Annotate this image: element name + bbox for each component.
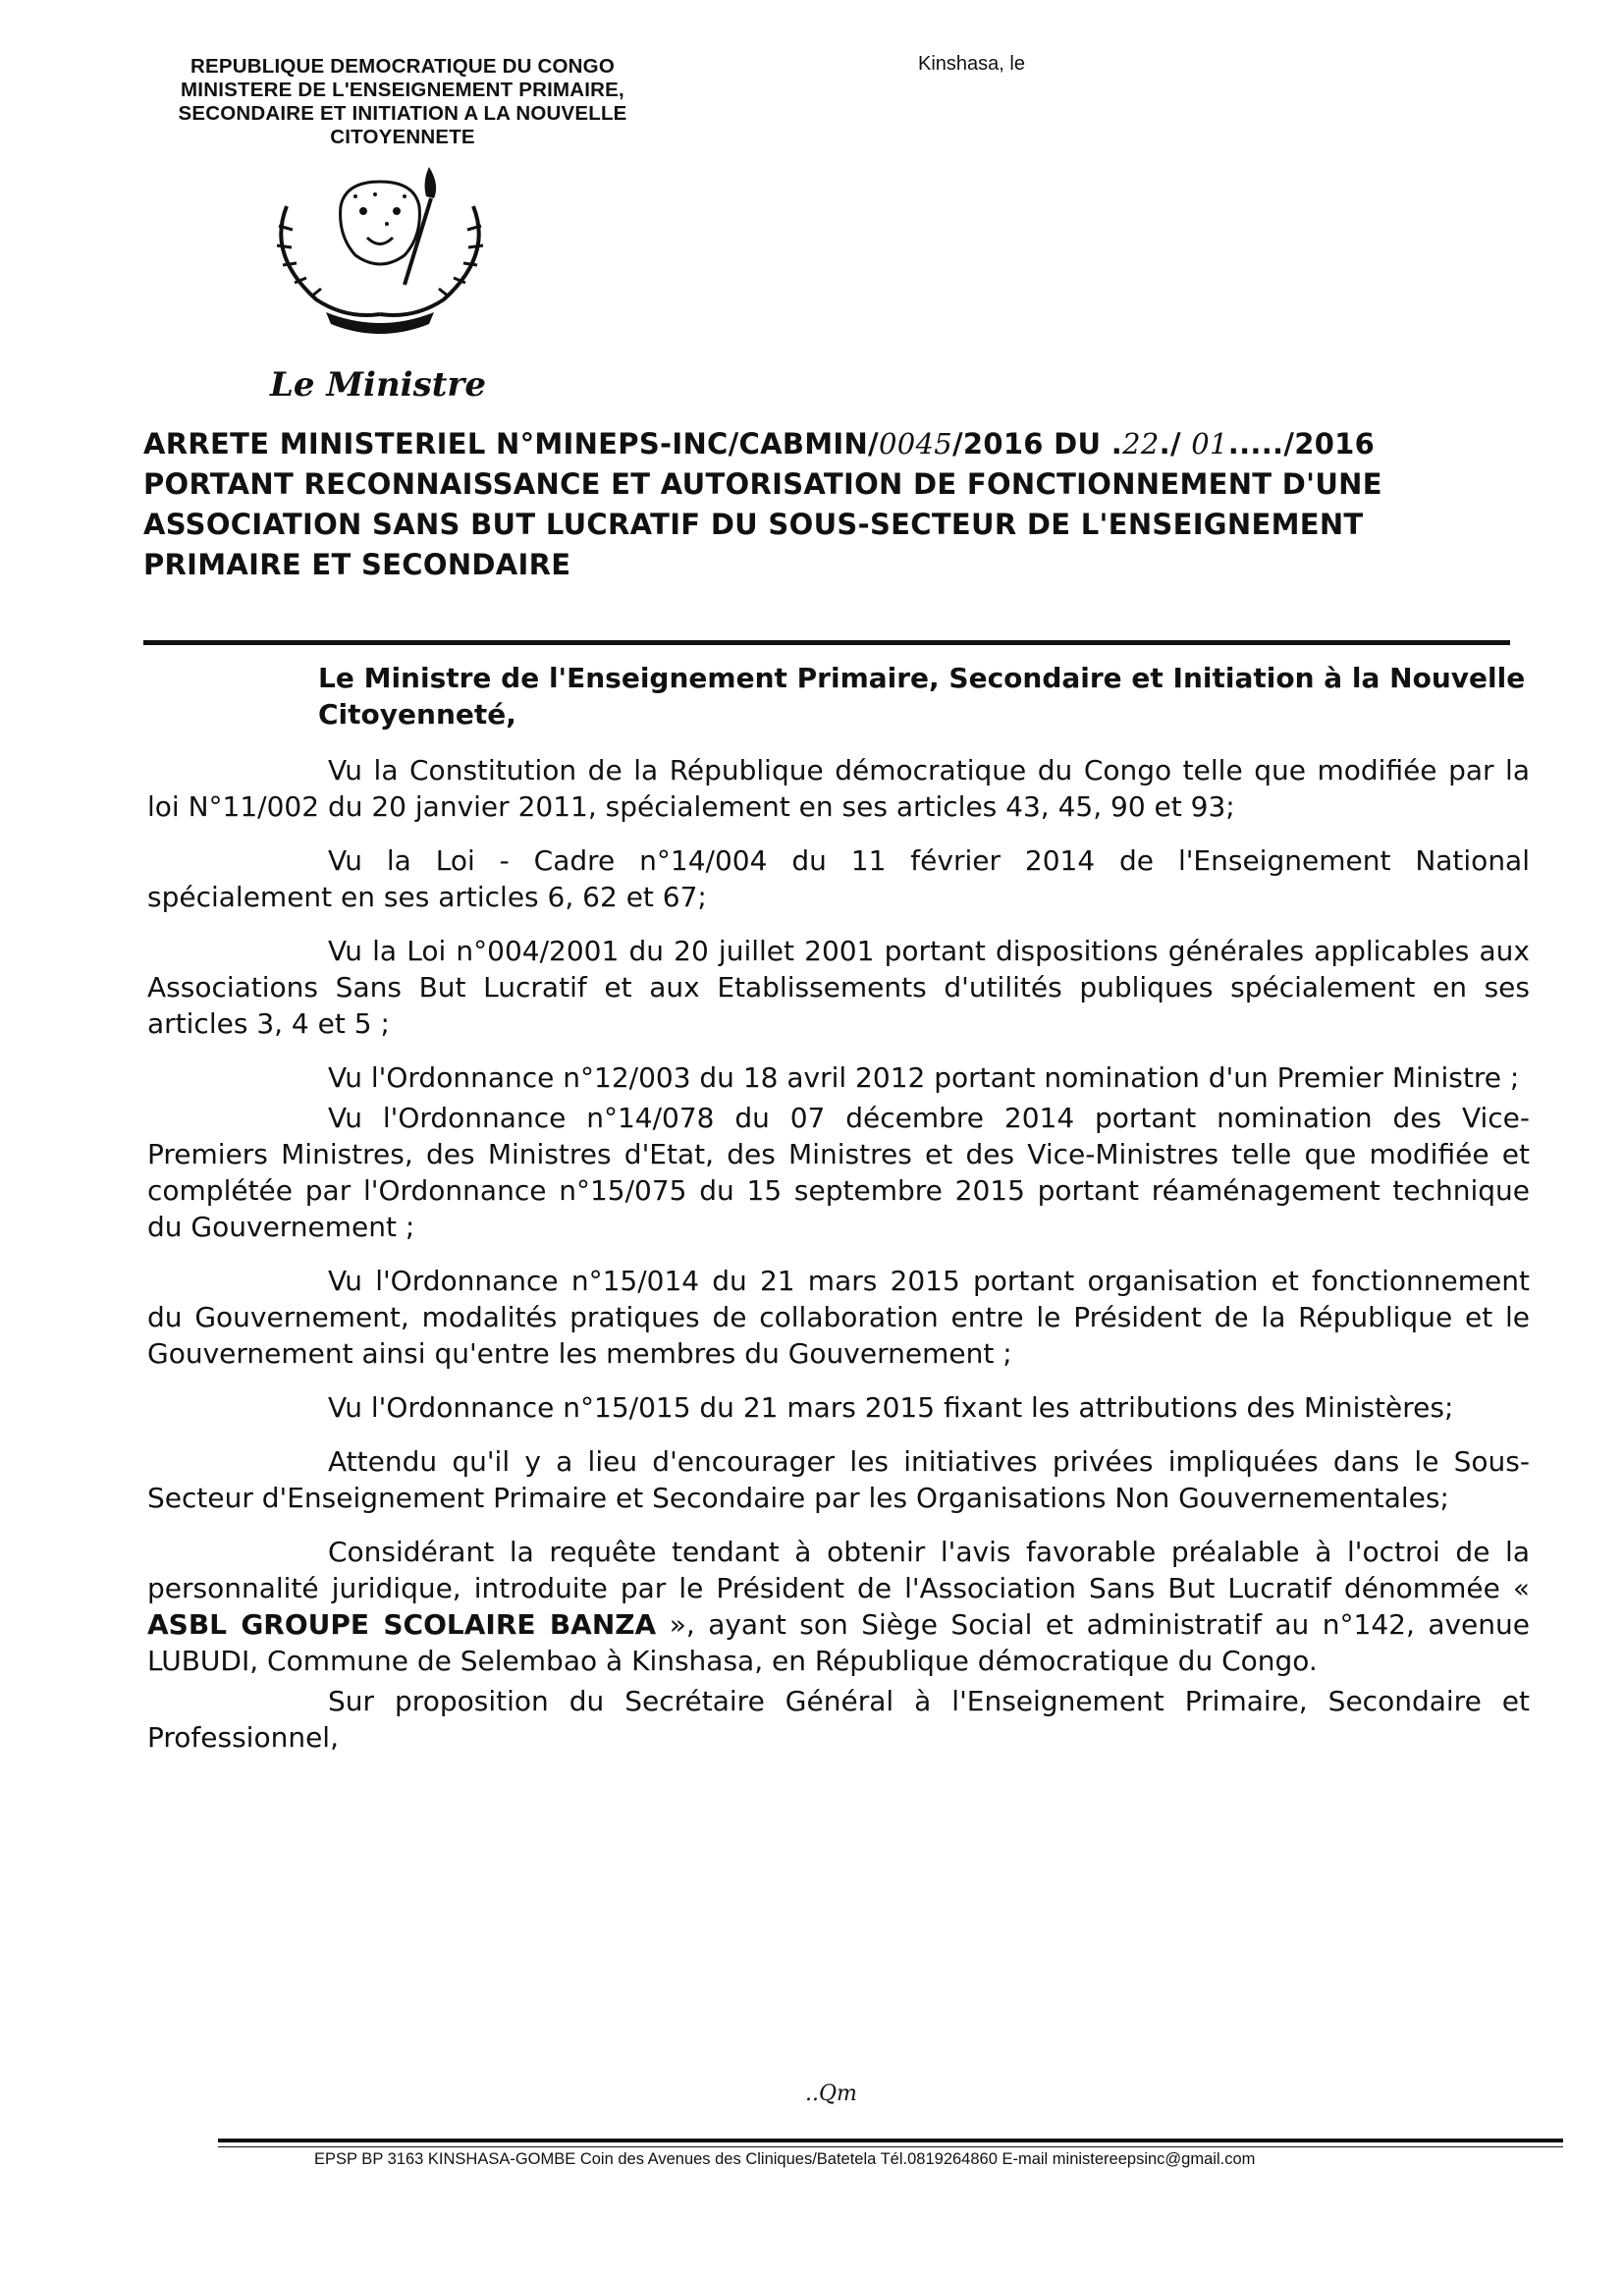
drc-coat-of-arms-icon bbox=[257, 167, 503, 334]
considerant-text: », ayant son Siège Social et administratif au n°142, avenue LUBUDI, Commune de Selembao à Kinshasa, en République démocratique du Congo. bbox=[147, 1608, 1530, 1677]
title-line: PRIMAIRE ET SECONDAIRE bbox=[143, 548, 571, 581]
vu-ordonnance-attributions: Vu l'Ordonnance n°15/015 du 21 mars 2015 fixant les attributions des Ministères; bbox=[328, 1391, 1454, 1424]
title-line: PORTANT RECONNAISSANCE ET AUTORISATION DE FONCTIONNEMENT D'UNE bbox=[143, 467, 1382, 501]
footer-divider-thin bbox=[218, 2146, 1563, 2147]
vu-ordonnance-fonctionnement: Vu l'Ordonnance n°15/014 du 21 mars 2015 portant organisation et fonctionnement du Gouvernement, modalités pratiques de collaboration entre le Président de la République et le Gouvernement ainsi qu'entre les membres du Gouvernement ; bbox=[147, 1265, 1530, 1370]
signatory-title: Le Ministre bbox=[270, 365, 486, 405]
authority-line: SECONDAIRE ET INITIATION A LA NOUVELLE bbox=[178, 102, 627, 125]
title-line: ASSOCIATION SANS BUT LUCRATIF DU SOUS-SECTEUR DE L'ENSEIGNEMENT bbox=[143, 508, 1364, 541]
place-date: Kinshasa, le bbox=[918, 53, 1025, 75]
considerant-text: Considérant la requête tendant à obtenir l'avis favorable préalable à l'octroi de la personnalité juridique, introduite par le Président de l'Association Sans But Lucratif dénommée « bbox=[147, 1536, 1530, 1604]
decree-title bbox=[143, 424, 1508, 585]
authority-line: REPUBLIQUE DEMOCRATIQUE DU CONGO bbox=[190, 55, 615, 78]
date-separator: ./ bbox=[1159, 427, 1192, 461]
vu-ordonnance-premier-ministre: Vu l'Ordonnance n°12/003 du 18 avril 2012 portant nomination d'un Premier Ministre ; bbox=[328, 1061, 1520, 1094]
title-divider bbox=[143, 640, 1510, 645]
considerant-paragraph bbox=[147, 1534, 1530, 1679]
handwritten-month: 01 bbox=[1191, 427, 1228, 461]
authority-line: CITOYENNETE bbox=[330, 126, 475, 148]
decree-reference-prefix: ARRETE MINISTERIEL N°MINEPS-INC/CABMIN/ bbox=[143, 427, 879, 461]
proposition-paragraph: Sur proposition du Secrétaire Général à l'Enseignement Primaire, Secondaire et Professionnel, bbox=[147, 1685, 1530, 1754]
intro-paragraph: Le Ministre de l'Enseignement Primaire, Secondaire et Initiation à la Nouvelle Citoyenneté, bbox=[318, 662, 1526, 731]
issuing-authority bbox=[108, 55, 697, 149]
handwritten-day: 22 bbox=[1122, 427, 1160, 461]
attendu-paragraph: Attendu qu'il y a lieu d'encourager les initiatives privées impliquées dans le Sous-Secteur d'Enseignement Primaire et Secondaire par les Organisations Non Gouvernementales; bbox=[147, 1445, 1530, 1514]
vu-loi-asbl: Vu la Loi n°004/2001 du 20 juillet 2001 portant dispositions générales applicables aux Associations Sans But Lucratif et aux Etablissements d'utilités publiques spécialement en ses articles 3, 4 et 5 ; bbox=[147, 935, 1530, 1040]
vu-ordonnance-gouvernement: Vu l'Ordonnance n°14/078 du 07 décembre 2014 portant nomination des Vice-Premiers Ministres, des Ministres d'Etat, des Ministres et des Vice-Ministres telle que modifiée et complétée par l'Ordonnance n°15/075 du 15 septembre 2015 portant réaménagement technique du Gouvernement ; bbox=[147, 1102, 1530, 1243]
vu-loi-cadre: Vu la Loi - Cadre n°14/004 du 11 février 2014 de l'Enseignement National spécialement en ses articles 6, 62 et 67; bbox=[147, 844, 1530, 913]
vu-constitution: Vu la Constitution de la République démocratique du Congo telle que modifiée par la loi N°11/002 du 20 janvier 2011, spécialement en ses articles 43, 45, 90 et 93; bbox=[147, 754, 1530, 823]
decree-year: ...../2016 bbox=[1227, 427, 1376, 461]
footer-divider bbox=[218, 2139, 1563, 2142]
decree-reference-mid: /2016 DU . bbox=[951, 427, 1123, 461]
authority-line: MINISTERE DE L'ENSEIGNEMENT PRIMAIRE, bbox=[181, 79, 624, 101]
association-name: ASBL GROUPE SCOLAIRE BANZA bbox=[147, 1608, 657, 1641]
decree-body bbox=[147, 660, 1530, 1773]
handwritten-decree-number: 0045 bbox=[878, 427, 952, 461]
decree-reference bbox=[143, 424, 1508, 464]
handwritten-initials: ..Qm bbox=[805, 2082, 857, 2106]
footer-address: EPSP BP 3163 KINSHASA-GOMBE Coin des Avenues des Cliniques/Batetela Tél.0819264860 E-mail ministereepsinc@gmail.com bbox=[314, 2150, 1256, 2168]
